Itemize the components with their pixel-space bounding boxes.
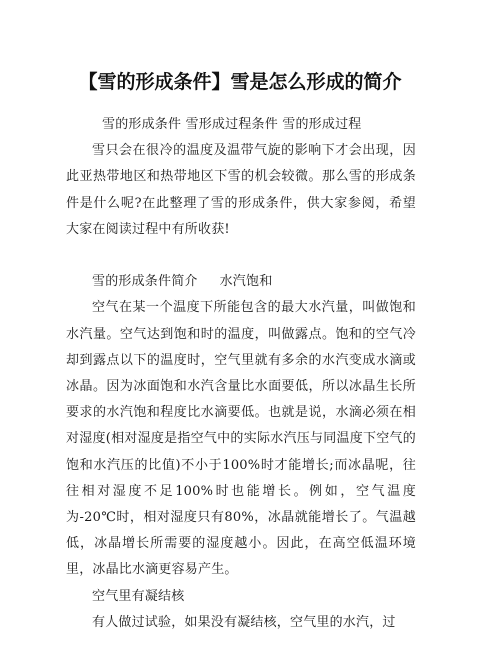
article-body (66, 112, 416, 636)
section-paragraph: 空气在某一个温度下所能包含的最大水汽量，叫做饱和水汽量。空气达到饱和时的温度，叫做露点。饱和的空气冷却到露点以下的温度时，空气里就有多余的水汽变成水滴或冰晶。因为冰面饱和水汽含量比水面要低，所以冰晶生长所要求的水汽饱和程度比水滴要低。也就是说，水滴必须在相对湿度(相对湿度是指空气中的实际水汽压与同温度下空气的饱和水汽压的比值)不小于100%时才能增长;而冰晶呢，往往相对湿度不足100%时也能增长。例如，空气温度为-20℃时，相对湿度只有80%，冰晶就能增长了。气温越低，冰晶增长所需要的湿度越小。因此，在高空低温环境里，冰晶比水滴更容易产生。 (66, 300, 416, 578)
section-heading: 雪的形成条件简介 (92, 274, 198, 290)
section-paragraph-2: 有人做过试验，如果没有凝结核，空气里的水汽，过 (92, 614, 396, 630)
paragraph-spacer (66, 243, 416, 269)
section-heading-line (66, 269, 416, 295)
article-subtitle: 雪的形成条件 雪形成过程条件 雪的形成过程 (102, 117, 362, 132)
section-heading-2: 空气里有凝结核 (92, 588, 185, 604)
section-subheading: 水汽饱和 (219, 274, 273, 290)
page-title: 【雪的形成条件】雪是怎么形成的简介 (78, 71, 402, 93)
intro-paragraph: 雪只会在很冷的温度及温带气旋的影响下才会出现，因此亚热带地区和热带地区下雪的机会较微。那么雪的形成条件是什么呢?在此整理了雪的形成条件，供大家参阅，希望大家在阅读过程中有所收获! (66, 143, 416, 237)
